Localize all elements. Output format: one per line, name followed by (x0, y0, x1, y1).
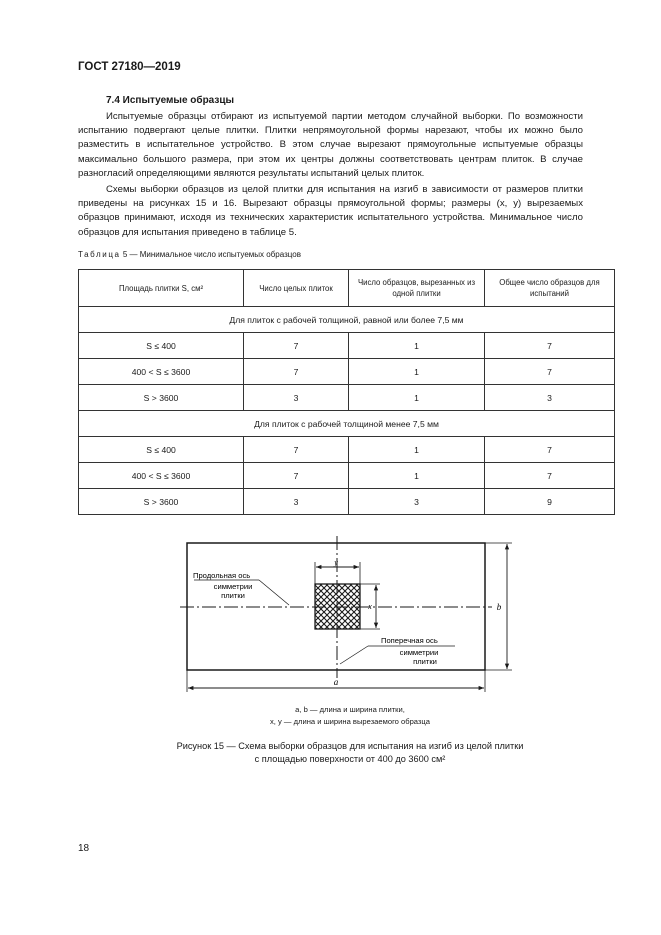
table-cell: 7 (485, 437, 615, 463)
table-header-cell: Число образцов, вырезанных из одной плитки (349, 270, 485, 307)
dimension-a-label: a (333, 677, 339, 687)
table-cell: 3 (349, 489, 485, 515)
label-longitudinal-axis-2: симметрии (213, 582, 253, 591)
table-cell: 400 < S ≤ 3600 (79, 359, 244, 385)
document-header: ГОСТ 27180—2019 (78, 61, 181, 73)
dimension-y-label: y (334, 558, 338, 567)
table-header-cell: Общее число образцов для испытаний (485, 270, 615, 307)
table-group-title: Для плиток с рабочей толщиной, равной или более 7,5 мм (79, 307, 615, 333)
table-cell: 7 (244, 437, 349, 463)
table-cell: 7 (485, 359, 615, 385)
table-cell: 7 (485, 463, 615, 489)
label-longitudinal-axis: Продольная ось (193, 571, 251, 580)
table-cell: 7 (485, 333, 615, 359)
section-title: 7.4 Испытуемые образцы (106, 95, 235, 106)
figure-caption-1: Рисунок 15 — Схема выборки образцов для испытания на изгиб из целой плитки (176, 741, 524, 751)
figure-caption-2: с площадью поверхности от 400 до 3600 см² (254, 754, 446, 764)
table-header-cell: Число целых плиток (244, 270, 349, 307)
label-transverse-axis-2: симметрии (399, 648, 439, 657)
figure-legend-1: a, b — длина и ширина плитки, (295, 705, 405, 714)
table-cell: 7 (244, 333, 349, 359)
table-cell: S ≤ 400 (79, 333, 244, 359)
table-cell: 3 (485, 385, 615, 411)
page-number: 18 (78, 843, 90, 854)
table-cell: 7 (244, 359, 349, 385)
cut-specimen (315, 584, 360, 629)
table-cell: 3 (244, 385, 349, 411)
table-cell: 1 (349, 437, 485, 463)
table-cell: 1 (349, 385, 485, 411)
table-cell: 1 (349, 463, 485, 489)
table-cell: 7 (244, 463, 349, 489)
dimension-x-label: x (368, 602, 372, 611)
table-cell: 9 (485, 489, 615, 515)
figure-legend-2: x, y — длина и ширина вырезаемого образца (269, 717, 430, 726)
table-caption-label: Таблица (78, 250, 121, 259)
dimension-b-label: b (496, 602, 502, 612)
label-longitudinal-axis-3: плитки (221, 591, 245, 600)
table-cell: 3 (244, 489, 349, 515)
paragraph-2: Схемы выборки образцов из целой плитки для испытания на изгиб в зависимости от размеров плитки приведены на рисунках 15 и 16. Вырезают образцы прямоугольной формы; размеры (x, y) вырезаемых образцов принимают, исходя из технических характеристик испытательного устройства. Минимальное число образцов для испытания приведено в таблице 5. (78, 184, 583, 238)
label-transverse-axis: Поперечная ось (381, 636, 438, 645)
table-cell: 1 (349, 333, 485, 359)
table-caption-text: 5 — Минимальное число испытуемых образцов (122, 250, 301, 259)
table-group-title: Для плиток с рабочей толщиной менее 7,5 мм (79, 411, 615, 437)
table-cell: 1 (349, 359, 485, 385)
table-cell: S ≤ 400 (79, 437, 244, 463)
table-cell: 400 < S ≤ 3600 (79, 463, 244, 489)
table-cell: S > 3600 (79, 385, 244, 411)
label-transverse-axis-3: плитки (413, 657, 437, 666)
table-cell: S > 3600 (79, 489, 244, 515)
paragraph-1: Испытуемые образцы отбирают из испытуемой партии методом случайной выборки. По возможности испытанию подвергают целые плитки. Плитки непрямоугольной формы нарезают, чтобы их можно было разместить в испытательное устройство. В этом случае вырезают прямоугольные испытуемые образцы максимально большого размера, при этом их центры должны соответствовать центрам плиток. В случае разногласий определяющими являются результаты испытаний целых плиток. (78, 111, 583, 179)
table-header-cell: Площадь плитки S, см² (79, 270, 244, 307)
